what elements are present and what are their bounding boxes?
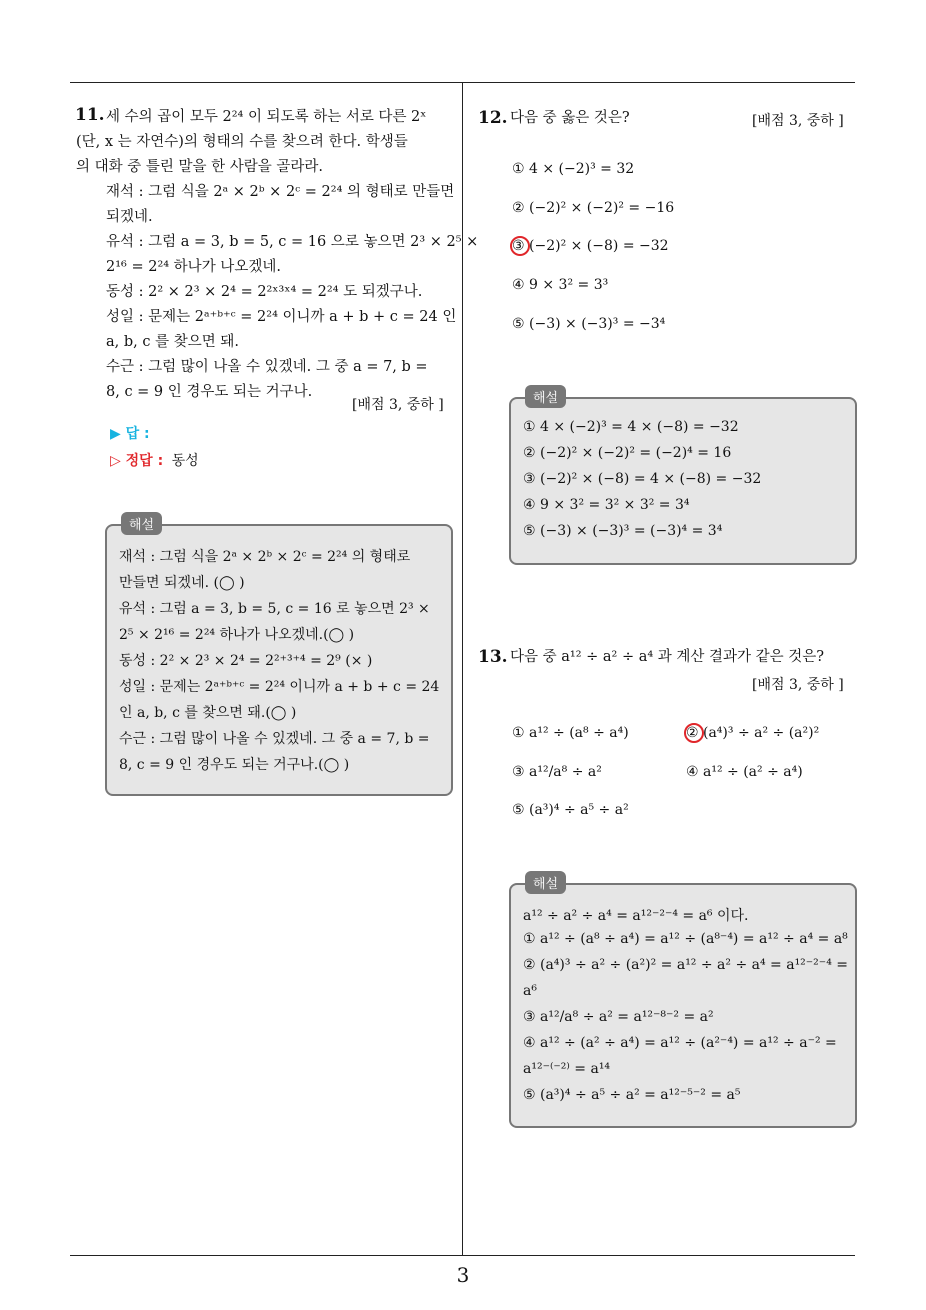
explanation-line: 8, c = 9 인 경우도 되는 거구나.(◯ ): [119, 757, 350, 773]
question-number: 12.: [478, 108, 508, 128]
explanation-tag: 해설: [121, 512, 162, 535]
explanation-line: 2⁵ × 2¹⁶ = 2²⁴ 하나가 나오겠네.(◯ ): [119, 627, 355, 643]
explanation-line: ④ a¹² ÷ (a² ÷ a⁴) = a¹² ÷ (a²⁻⁴) = a¹² ÷ a⁻² =: [523, 1035, 837, 1051]
explanation-line: ③ (−2)² × (−8) = 4 × (−8) = −32: [523, 471, 762, 487]
option-5[interactable]: ⑤ (−3) × (−3)³ = −3⁴: [512, 316, 666, 332]
explanation-line: ③ a¹²/a⁸ ÷ a² = a¹²⁻⁸⁻² = a²: [523, 1009, 714, 1025]
answer-mark-icon: [510, 236, 530, 256]
text-line: 8, c = 9 인 경우도 되는 거구나.: [106, 384, 313, 400]
explanation-box: [509, 877, 857, 1128]
score-meta: [배점 3, 중하 ]: [352, 397, 444, 413]
text-line: 되겠네.: [106, 209, 153, 225]
explanation-box: [509, 391, 857, 565]
option-2[interactable]: ② (a⁴)³ ÷ a² ÷ (a²)²: [686, 725, 820, 741]
option-3[interactable]: ③ a¹²/a⁸ ÷ a²: [512, 764, 602, 780]
explanation-line: 동성 : 2² × 2³ × 2⁴ = 2²⁺³⁺⁴ = 2⁹ (× ): [119, 653, 373, 669]
explanation-line: 성일 : 문제는 2ᵃ⁺ᵇ⁺ᶜ = 2²⁴ 이니까 a + b + c = 24: [119, 679, 440, 695]
explanation-line: ⑤ (−3) × (−3)³ = (−3)⁴ = 3⁴: [523, 523, 723, 539]
option-4[interactable]: ④ 9 × 3² = 3³: [512, 277, 609, 293]
correct-answer-row: [110, 450, 199, 470]
text-line: a, b, c 를 찾으면 돼.: [106, 334, 239, 350]
score-meta: [배점 3, 중하 ]: [752, 677, 844, 693]
explanation-line: 재석 : 그럼 식을 2ᵃ × 2ᵇ × 2ᶜ = 2²⁴ 의 형태로: [119, 549, 411, 565]
explanation-line: a¹²⁻⁽⁻²⁾ = a¹⁴: [523, 1061, 611, 1077]
text-line: 유석 : 그럼 a = 3, b = 5, c = 16 으로 놓으면 2³ × 2⁵ ×: [106, 234, 479, 250]
option-1[interactable]: ① 4 × (−2)³ = 32: [512, 161, 635, 177]
explanation-box: [105, 518, 453, 796]
answer-label: ▶ 답 :: [110, 426, 150, 442]
explanation-tag: 해설: [525, 871, 566, 894]
option-5[interactable]: ⑤ (a³)⁴ ÷ a⁵ ÷ a²: [512, 802, 629, 818]
question-13-text: 다음 중 a¹² ÷ a² ÷ a⁴ 과 계산 결과가 같은 것은?: [510, 649, 825, 665]
option-1[interactable]: ① a¹² ÷ (a⁸ ÷ a⁴): [512, 725, 629, 741]
page-number: 3: [456, 1263, 470, 1287]
answer-mark-icon: [684, 723, 704, 743]
explanation-line: ⑤ (a³)⁴ ÷ a⁵ ÷ a² = a¹²⁻⁵⁻² = a⁵: [523, 1087, 741, 1103]
text-line: 수근 : 그럼 많이 나올 수 있겠네. 그 중 a = 7, b =: [106, 359, 428, 375]
explanation-line: ② (a⁴)³ ÷ a² ÷ (a²)² = a¹² ÷ a² ÷ a⁴ = a¹²⁻²⁻⁴ =: [523, 957, 848, 973]
text-line: 세 수의 곱이 모두 2²⁴ 이 되도록 하는 서로 다른 2ˣ: [106, 109, 427, 125]
explanation-line: ① a¹² ÷ (a⁸ ÷ a⁴) = a¹² ÷ (a⁸⁻⁴) = a¹² ÷ a⁴ = a⁸: [523, 931, 848, 947]
explanation-tag: 해설: [525, 385, 566, 408]
option-3[interactable]: ③ (−2)² × (−8) = −32: [512, 238, 669, 254]
answer-row: [110, 423, 150, 443]
question-number: 11.: [75, 105, 105, 125]
explanation-line: 유석 : 그럼 a = 3, b = 5, c = 16 로 놓으면 2³ ×: [119, 601, 430, 617]
correct-value: 동성: [171, 453, 199, 469]
explanation-line: 만들면 되겠네. (◯ ): [119, 575, 245, 591]
score-meta: [배점 3, 중하 ]: [752, 113, 844, 129]
explanation-line: ④ 9 × 3² = 3² × 3² = 3⁴: [523, 497, 690, 513]
explanation-line: a⁶: [523, 983, 537, 999]
explanation-line: ① 4 × (−2)³ = 4 × (−8) = −32: [523, 419, 739, 435]
correct-label: ▷ 정답 :: [110, 453, 164, 469]
explanation-line: 수근 : 그럼 많이 나올 수 있겠네. 그 중 a = 7, b =: [119, 731, 430, 747]
option-2[interactable]: ② (−2)² × (−2)² = −16: [512, 200, 675, 216]
explanation-line: ② (−2)² × (−2)² = (−2)⁴ = 16: [523, 445, 732, 461]
text-line: 의 대화 중 틀린 말을 한 사람을 골라라.: [76, 159, 323, 175]
bottom-rule: [70, 1255, 855, 1256]
column-divider: [462, 83, 463, 1255]
text-line: 재석 : 그럼 식을 2ᵃ × 2ᵇ × 2ᶜ = 2²⁴ 의 형태로 만들면: [106, 184, 455, 200]
text-line: (단, x 는 자연수)의 형태의 수를 찾으려 한다. 학생들: [76, 134, 408, 150]
option-4[interactable]: ④ a¹² ÷ (a² ÷ a⁴): [686, 764, 803, 780]
text-line: 성일 : 문제는 2ᵃ⁺ᵇ⁺ᶜ = 2²⁴ 이니까 a + b + c = 24 인: [106, 309, 457, 325]
question-number: 13.: [478, 647, 508, 667]
text-line: 2¹⁶ = 2²⁴ 하나가 나오겠네.: [106, 259, 281, 275]
explanation-line: a¹² ÷ a² ÷ a⁴ = a¹²⁻²⁻⁴ = a⁶ 이다.: [523, 908, 749, 924]
text-line: 동성 : 2² × 2³ × 2⁴ = 2²ˣ³ˣ⁴ = 2²⁴ 도 되겠구나.: [106, 284, 423, 300]
explanation-line: 인 a, b, c 를 찾으면 돼.(◯ ): [119, 705, 297, 721]
question-12-text: 다음 중 옳은 것은?: [510, 110, 630, 126]
